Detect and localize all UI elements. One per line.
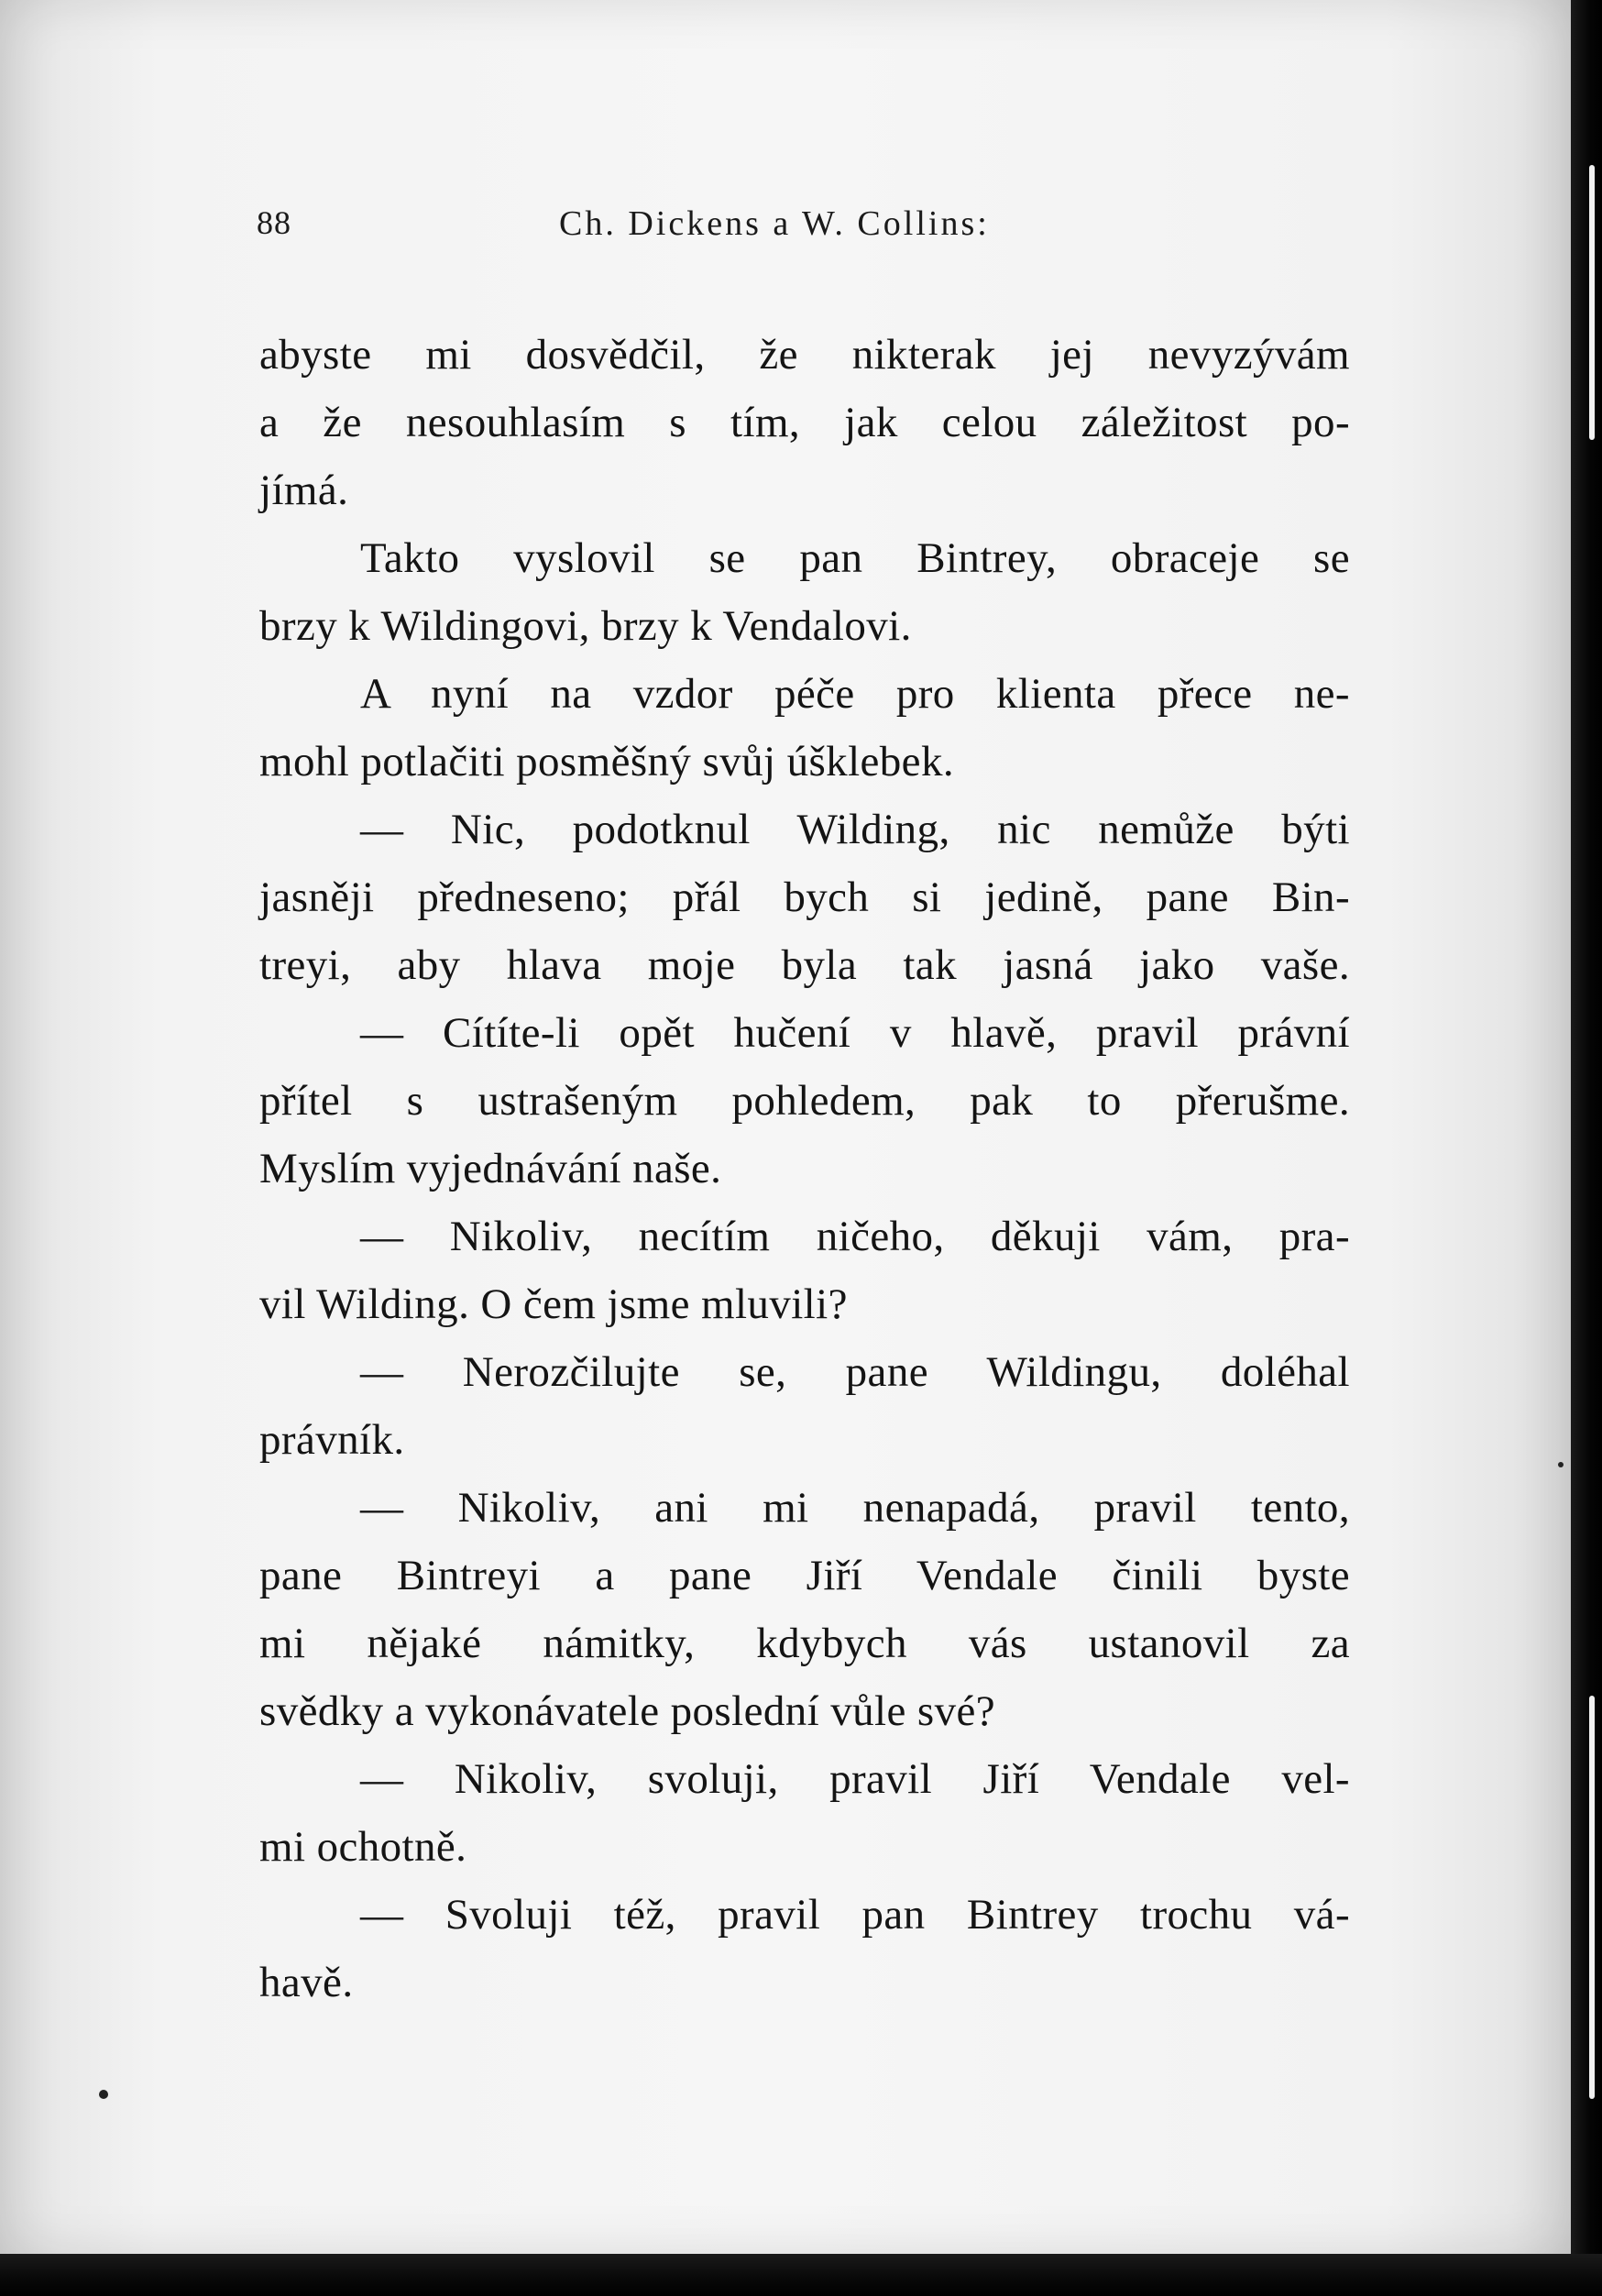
text-line: — Svoluji též, pravil pan Bintrey trochu vá- [360,1891,1350,1939]
text-line: mi nějaké námitky, kdybych vás ustanovil za [259,1620,1350,1667]
text-line: abyste mi dosvědčil, že nikterak jej nevyzývám [259,331,1350,379]
text-line: — Nic, podotknul Wilding, nic nemůže býti [360,806,1350,853]
text-line: přítel s ustrašeným pohledem, pak to přerušme. [259,1077,1350,1125]
text-line: svědky a vykonávatele poslední vůle své? [259,1687,996,1735]
scan-edge-bottom [0,2254,1602,2296]
page-number: 88 [257,204,291,241]
running-head [257,203,1356,249]
text-line: Takto vyslovil se pan Bintrey, obraceje se [360,534,1350,582]
text-line: mi ochotně. [259,1823,467,1871]
text-line: vil Wilding. O čem jsme mluvili? [259,1280,848,1328]
text-line: právník. [259,1416,405,1464]
text-line: pane Bintreyi a pane Jiří Vendale činili byste [259,1552,1350,1599]
scan-edge-mark [1589,1696,1595,2099]
scan-speck [1558,1462,1564,1467]
text-line: brzy k Wildingovi, brzy k Vendalovi. [259,602,912,650]
scan-edge-mark [1589,165,1595,440]
body-text [259,321,1350,2016]
running-title: Ch. Dickens a W. Collins: [559,204,990,243]
text-line: a že nesouhlasím s tím, jak celou záležitost po- [259,399,1350,446]
text-line: — Cítíte-li opět hučení v hlavě, pravil právní [360,1009,1350,1057]
text-line: mohl potlačiti posměšný svůj úšklebek. [259,738,954,785]
text-line: havě. [259,1959,354,2006]
text-line: — Nikoliv, svoluji, pravil Jiří Vendale vel- [360,1755,1350,1803]
text-line: treyi, aby hlava moje byla tak jasná jako vaše. [259,941,1350,989]
text-line: — Nikoliv, ani mi nenapadá, pravil tento, [360,1484,1350,1532]
scan-edge-right [1571,0,1602,2296]
scan-speck [99,2090,108,2099]
text-line: — Nerozčilujte se, pane Wildingu, doléhal [360,1348,1350,1396]
text-line: — Nikoliv, necítím ničeho, děkuji vám, pra- [360,1213,1350,1260]
text-line: A nyní na vzdor péče pro klienta přece ne- [360,670,1350,718]
text-line: Myslím vyjednávání naše. [259,1145,722,1192]
text-line: jasněji předneseno; přál bych si jedině, pane Bin- [259,873,1350,921]
text-line: jímá. [259,467,349,514]
